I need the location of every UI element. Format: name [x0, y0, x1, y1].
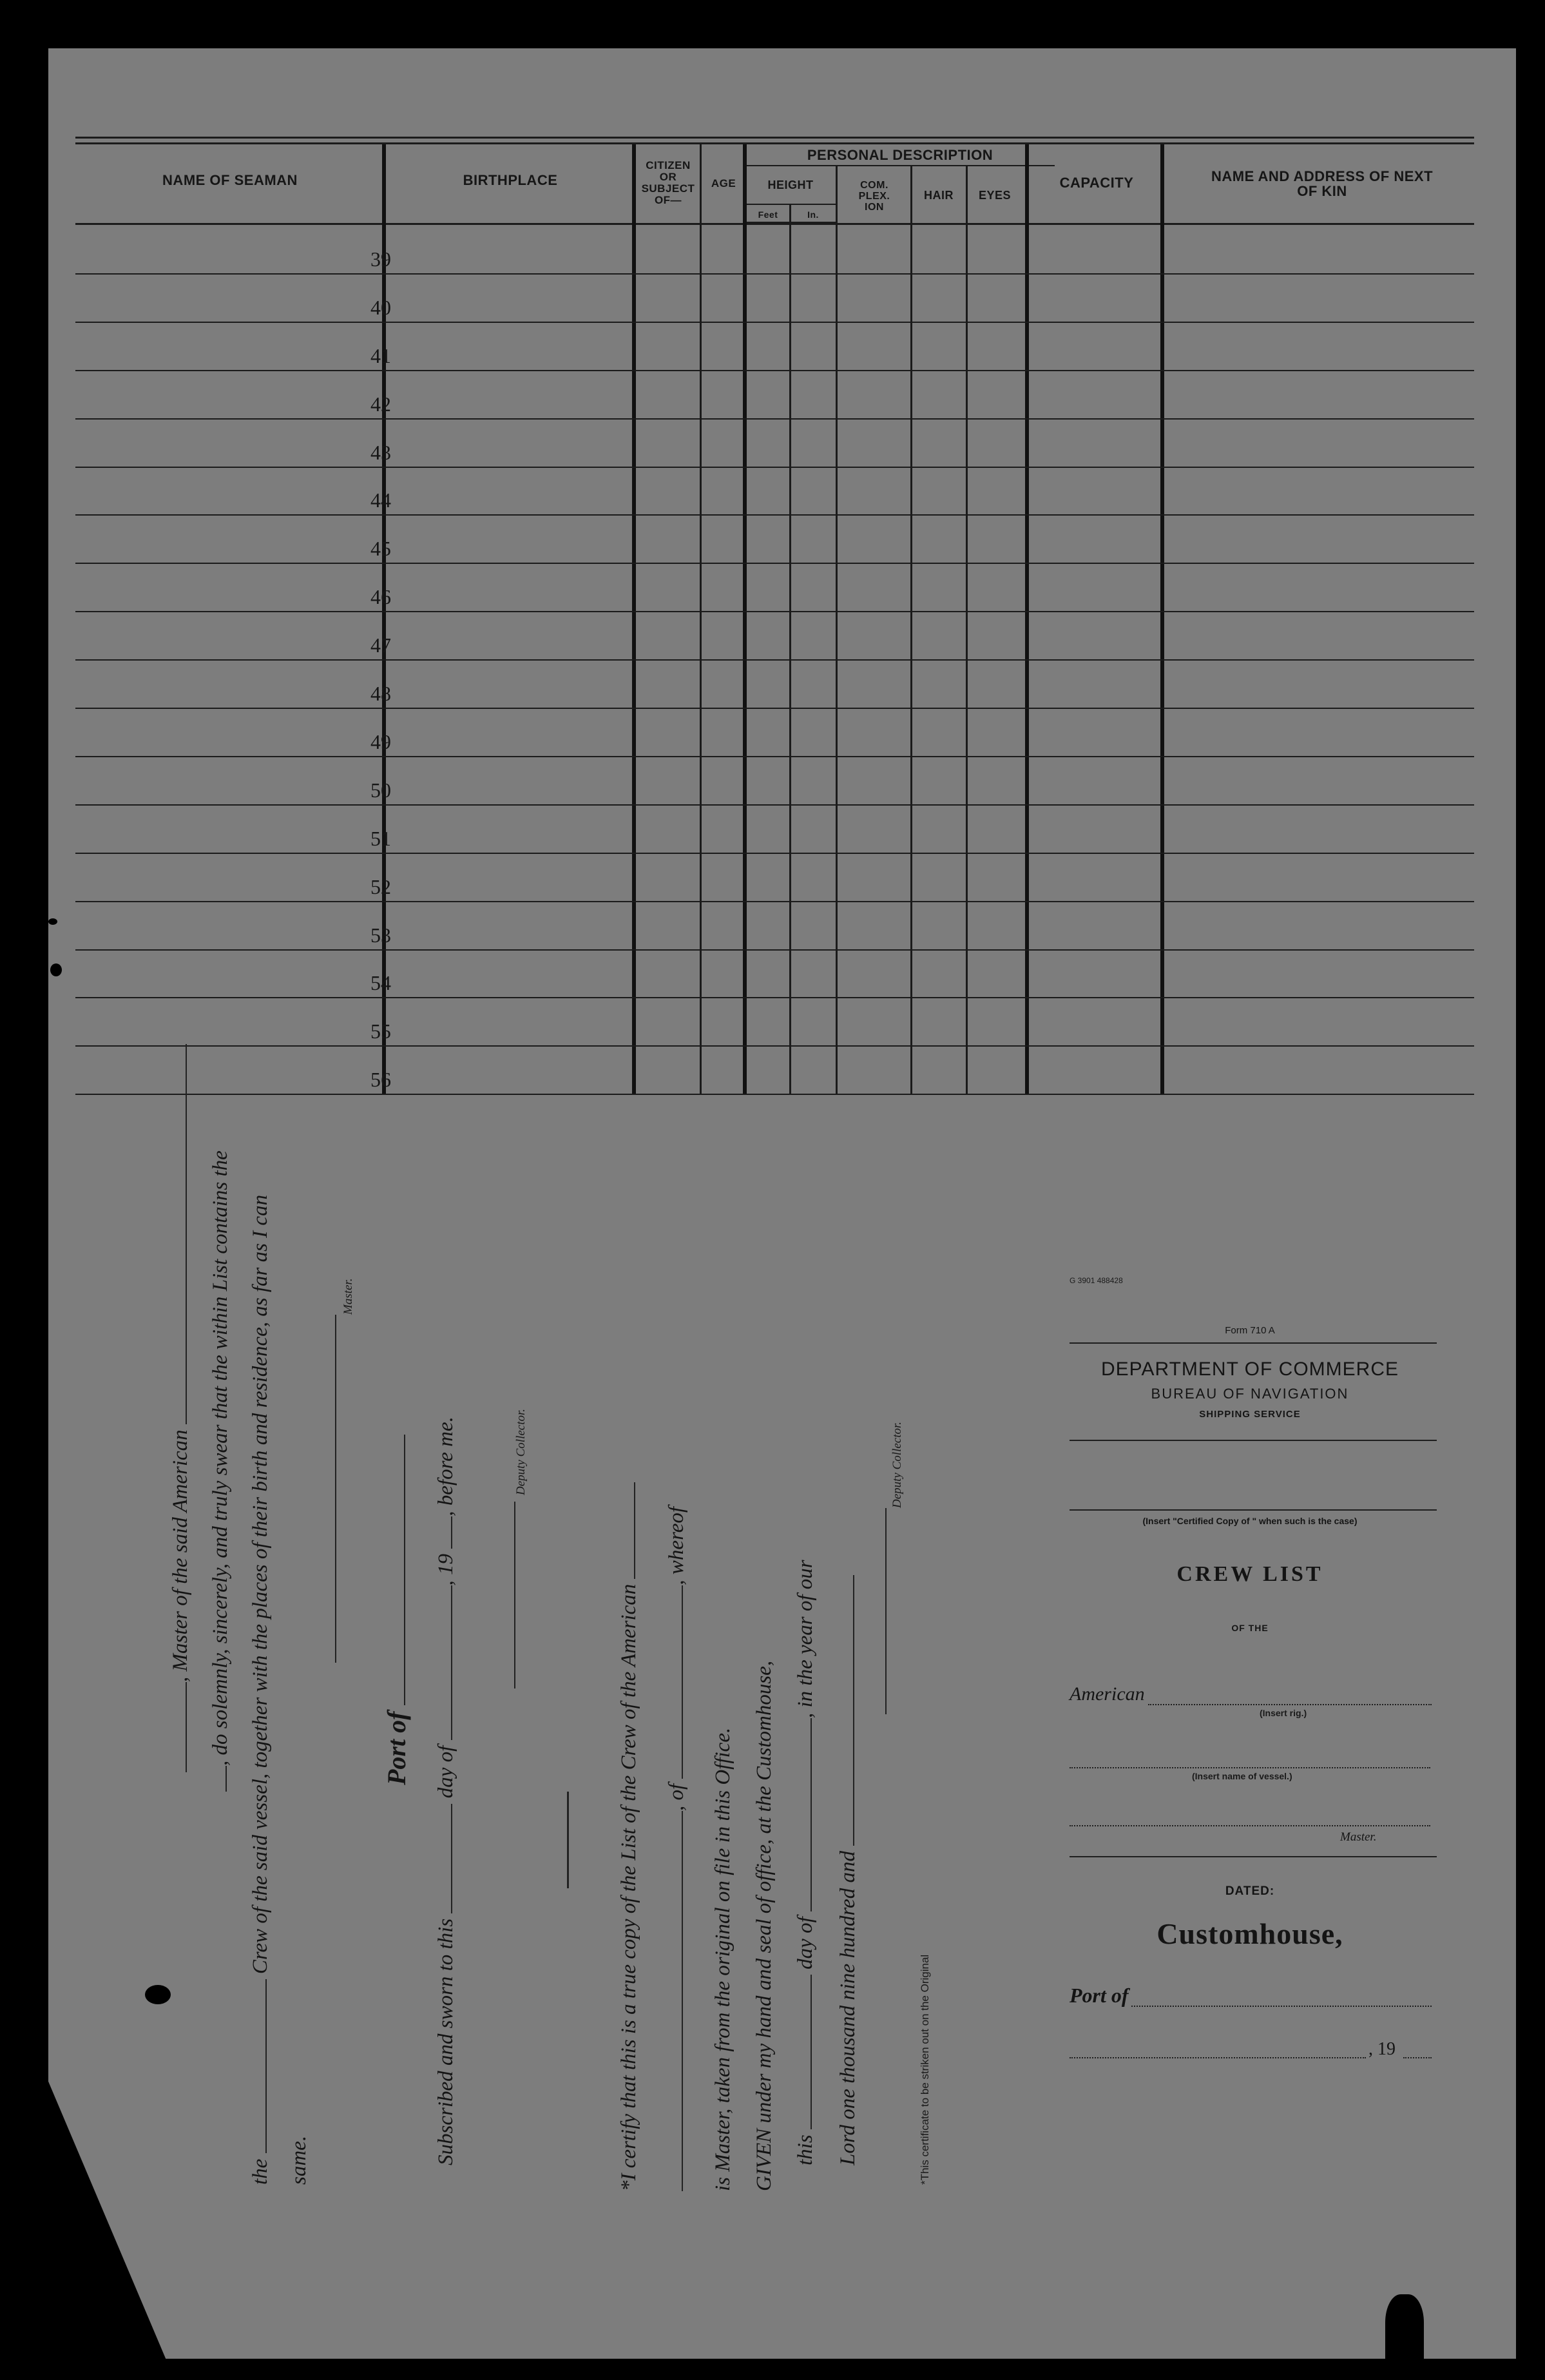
edge-damage	[1385, 2294, 1424, 2365]
table-row-rule	[75, 322, 1474, 323]
table-row-number: 52	[370, 875, 391, 898]
oath-line-4: same.	[287, 2135, 311, 2185]
table-row-number: 50	[370, 778, 391, 802]
insert-vessel-name-note: (Insert name of vessel.)	[1192, 1771, 1292, 1781]
header-capacity: CAPACITY	[1059, 175, 1134, 191]
table-row-rule	[75, 901, 1474, 902]
table-row-rule	[75, 708, 1474, 709]
table-row-number: 39	[370, 247, 391, 271]
certificate-signature-line	[867, 1508, 887, 1714]
certificate-deputy-collector: Deputy Collector.	[890, 1421, 904, 1508]
header-hair: HAIR	[924, 189, 954, 202]
table-row-number: 45	[370, 537, 391, 561]
table-row-rule	[75, 1045, 1474, 1047]
cover-port-of: Port of	[1070, 1984, 1129, 2007]
table-row-number: 51	[370, 826, 391, 850]
department-name: DEPARTMENT OF COMMERCE	[1100, 1359, 1399, 1380]
table-row-number: 44	[370, 489, 391, 512]
certificate-line-2: , of , whereof	[664, 1507, 689, 2191]
header-next-of-kin: NAME AND ADDRESS OF NEXT OF KIN	[1211, 168, 1434, 200]
subscribed-line: Subscribed and sworn to this day of , 19 , before me.	[434, 1417, 457, 2165]
oath-line-1: , Master of the said American	[168, 1044, 193, 1772]
customhouse-title: Customhouse,	[1156, 1917, 1343, 1950]
bureau-name: BUREAU OF NAVIGATION	[1151, 1386, 1349, 1402]
header-age: AGE	[711, 177, 736, 189]
top-rule	[75, 137, 1474, 139]
certificate-line-6: Lord one thousand nine hundred and	[835, 1575, 860, 2165]
table-row-rule	[75, 1094, 1474, 1095]
collector-signature-line	[496, 1502, 515, 1688]
header-birthplace: BIRTHPLACE	[463, 172, 558, 188]
table-row-rule	[75, 418, 1474, 420]
table-row-number: 47	[370, 634, 391, 657]
dated-label: DATED:	[1225, 1884, 1275, 1898]
table-row-number: 49	[370, 730, 391, 753]
cover-year: , 19	[1368, 2039, 1396, 2059]
table-row-rule	[75, 997, 1474, 998]
header-complexion: COM. PLEX. ION	[858, 180, 890, 213]
oath-line-2: , do solemnly, sincerely, and truly swear that the within List contains the	[207, 1150, 233, 1792]
form-number: Form 710 A	[1225, 1325, 1275, 1336]
header-eyes: EYES	[978, 189, 1012, 202]
table-row-number: 53	[370, 923, 391, 947]
oath-port-of: Port of	[381, 1435, 412, 1785]
table-row-number: 42	[370, 392, 391, 416]
master-signature-line	[317, 1315, 336, 1663]
print-code: G 3901 488428	[1070, 1276, 1123, 1285]
table-row-number: 43	[370, 440, 391, 464]
oath-line-3: the Crew of the said vessel, together with the places of their birth and residence, as far as I can	[249, 1194, 272, 2185]
insert-rig-note: (Insert rig.)	[1260, 1708, 1307, 1718]
edge-damage	[48, 918, 57, 925]
table-row-rule	[75, 659, 1474, 661]
header-personal-description: PERSONAL DESCRIPTION	[807, 147, 993, 163]
american-label: American	[1070, 1683, 1145, 1705]
header-name-of-seaman: NAME OF SEAMAN	[162, 172, 298, 188]
table-row-rule	[75, 949, 1474, 951]
certificate-footnote: *This certificate to be striken out on the Original	[919, 1954, 931, 2185]
oath-deputy-collector: Deputy Collector.	[514, 1408, 528, 1495]
table-row-rule	[75, 611, 1474, 612]
table-row-rule	[75, 853, 1474, 854]
table-row-number: 46	[370, 585, 391, 609]
certificate-line-3: is Master, taken from the original on file in this Office.	[711, 1727, 734, 2191]
of-the-label: OF THE	[1231, 1623, 1269, 1633]
table-row-rule	[75, 804, 1474, 806]
table-row-number: 55	[370, 1020, 391, 1043]
certificate-line-5: this day of , in the year of our	[794, 1560, 817, 2165]
table-row-rule	[75, 467, 1474, 468]
insert-certified-note: (Insert "Certified Copy of " when such is the case)	[1142, 1516, 1358, 1526]
crew-table	[75, 137, 1474, 1094]
table-row-rule	[75, 370, 1474, 371]
cover-master-label: Master.	[1340, 1830, 1377, 1844]
header-citizen: CITIZEN OR SUBJECT OF—	[641, 159, 695, 206]
table-row-rule	[75, 514, 1474, 516]
header-inches: In.	[807, 209, 819, 220]
table-row-number: 41	[370, 343, 391, 367]
table-row-rule	[75, 273, 1474, 275]
edge-damage	[145, 1985, 171, 2004]
table-row-rule	[75, 563, 1474, 564]
certificate-line-4: GIVEN under my hand and seal of office, at the Customhouse,	[753, 1660, 776, 2191]
header-feet: Feet	[758, 209, 778, 220]
section-divider	[567, 1792, 569, 1888]
table-row-number: 48	[370, 682, 391, 705]
table-row-number: 56	[370, 1068, 391, 1092]
table-row-rule	[75, 756, 1474, 757]
certificate-line-1: *I certify that this is a true copy of the List of the Crew of the American	[616, 1482, 641, 2191]
header-bottom-rule	[75, 223, 1474, 225]
edge-damage	[50, 963, 62, 976]
shipping-service: SHIPPING SERVICE	[1199, 1409, 1301, 1420]
crew-list-title: CREW LIST	[1176, 1562, 1323, 1586]
master-label: Master.	[341, 1278, 355, 1315]
oath-and-certificate	[148, 1150, 992, 2191]
header-height: HEIGHT	[767, 179, 814, 191]
table-row-number: 54	[370, 971, 391, 995]
table-row-number: 40	[370, 295, 391, 319]
top-rule-inner	[75, 142, 1474, 144]
